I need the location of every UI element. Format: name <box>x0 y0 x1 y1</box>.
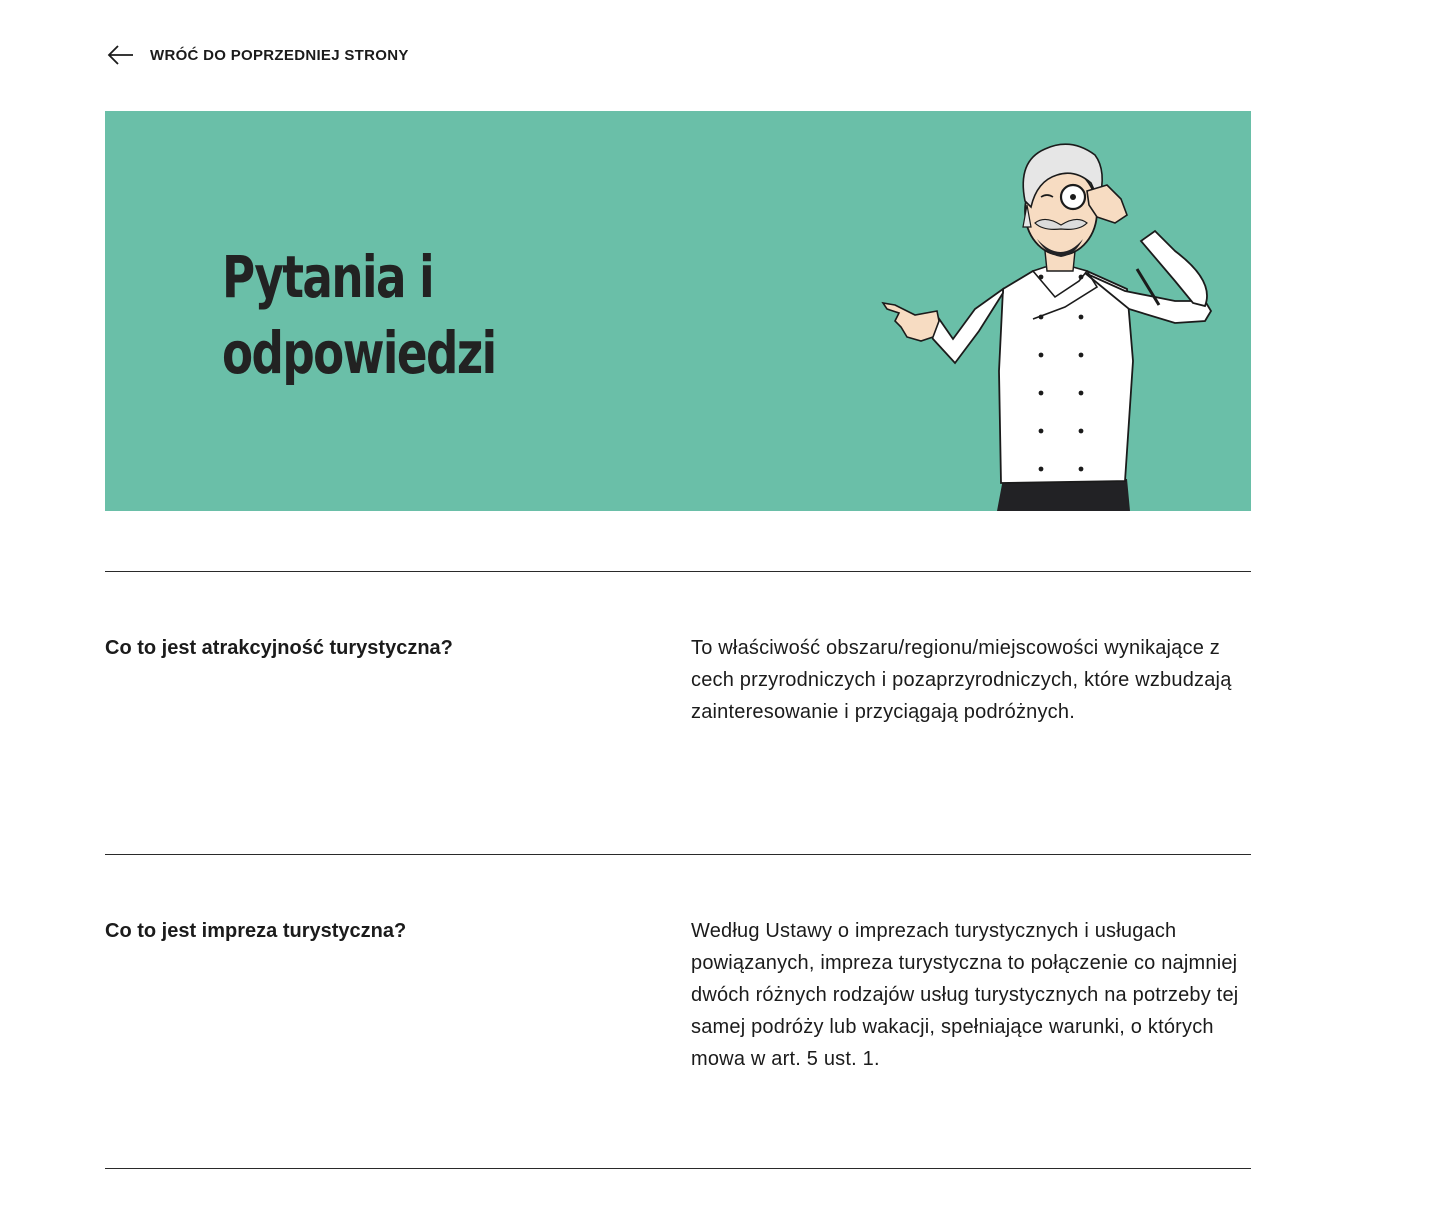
chef-illustration <box>875 131 1225 511</box>
back-link-label: WRÓĆ DO POPRZEDNIEJ STRONY <box>150 46 409 64</box>
page-title <box>222 239 496 391</box>
faq-question: Co to jest impreza turystyczna? <box>105 920 407 942</box>
faq-answer: Według Ustawy o imprezach turystycznych i usługach powiązanych, impreza turystyczna to połączenie co najmniej dwóch różnych rodzajów usług turystycznych na potrzeby tej samej podróży lub wakacji, spełniające warunki, o których mowa w art. 5 ust. 1. <box>691 920 1239 1070</box>
faq-divider <box>105 571 1251 572</box>
faq-answer: To właściwość obszaru/regionu/miejscowości wynikające z cech przyrodniczych i pozaprzyrodniczych, które wzbudzają zainteresowanie i przyciągają podróżnych. <box>691 637 1232 723</box>
faq-divider <box>105 1168 1251 1169</box>
faq-divider <box>105 854 1251 855</box>
hero-banner <box>105 111 1251 511</box>
page-title-line-1: Pytania i <box>222 243 434 311</box>
page-title-line-2: odpowiedzi <box>222 319 496 387</box>
arrow-left-icon <box>105 43 135 67</box>
faq-question: Co to jest atrakcyjność turystyczna? <box>105 637 453 659</box>
back-link[interactable] <box>105 40 409 70</box>
